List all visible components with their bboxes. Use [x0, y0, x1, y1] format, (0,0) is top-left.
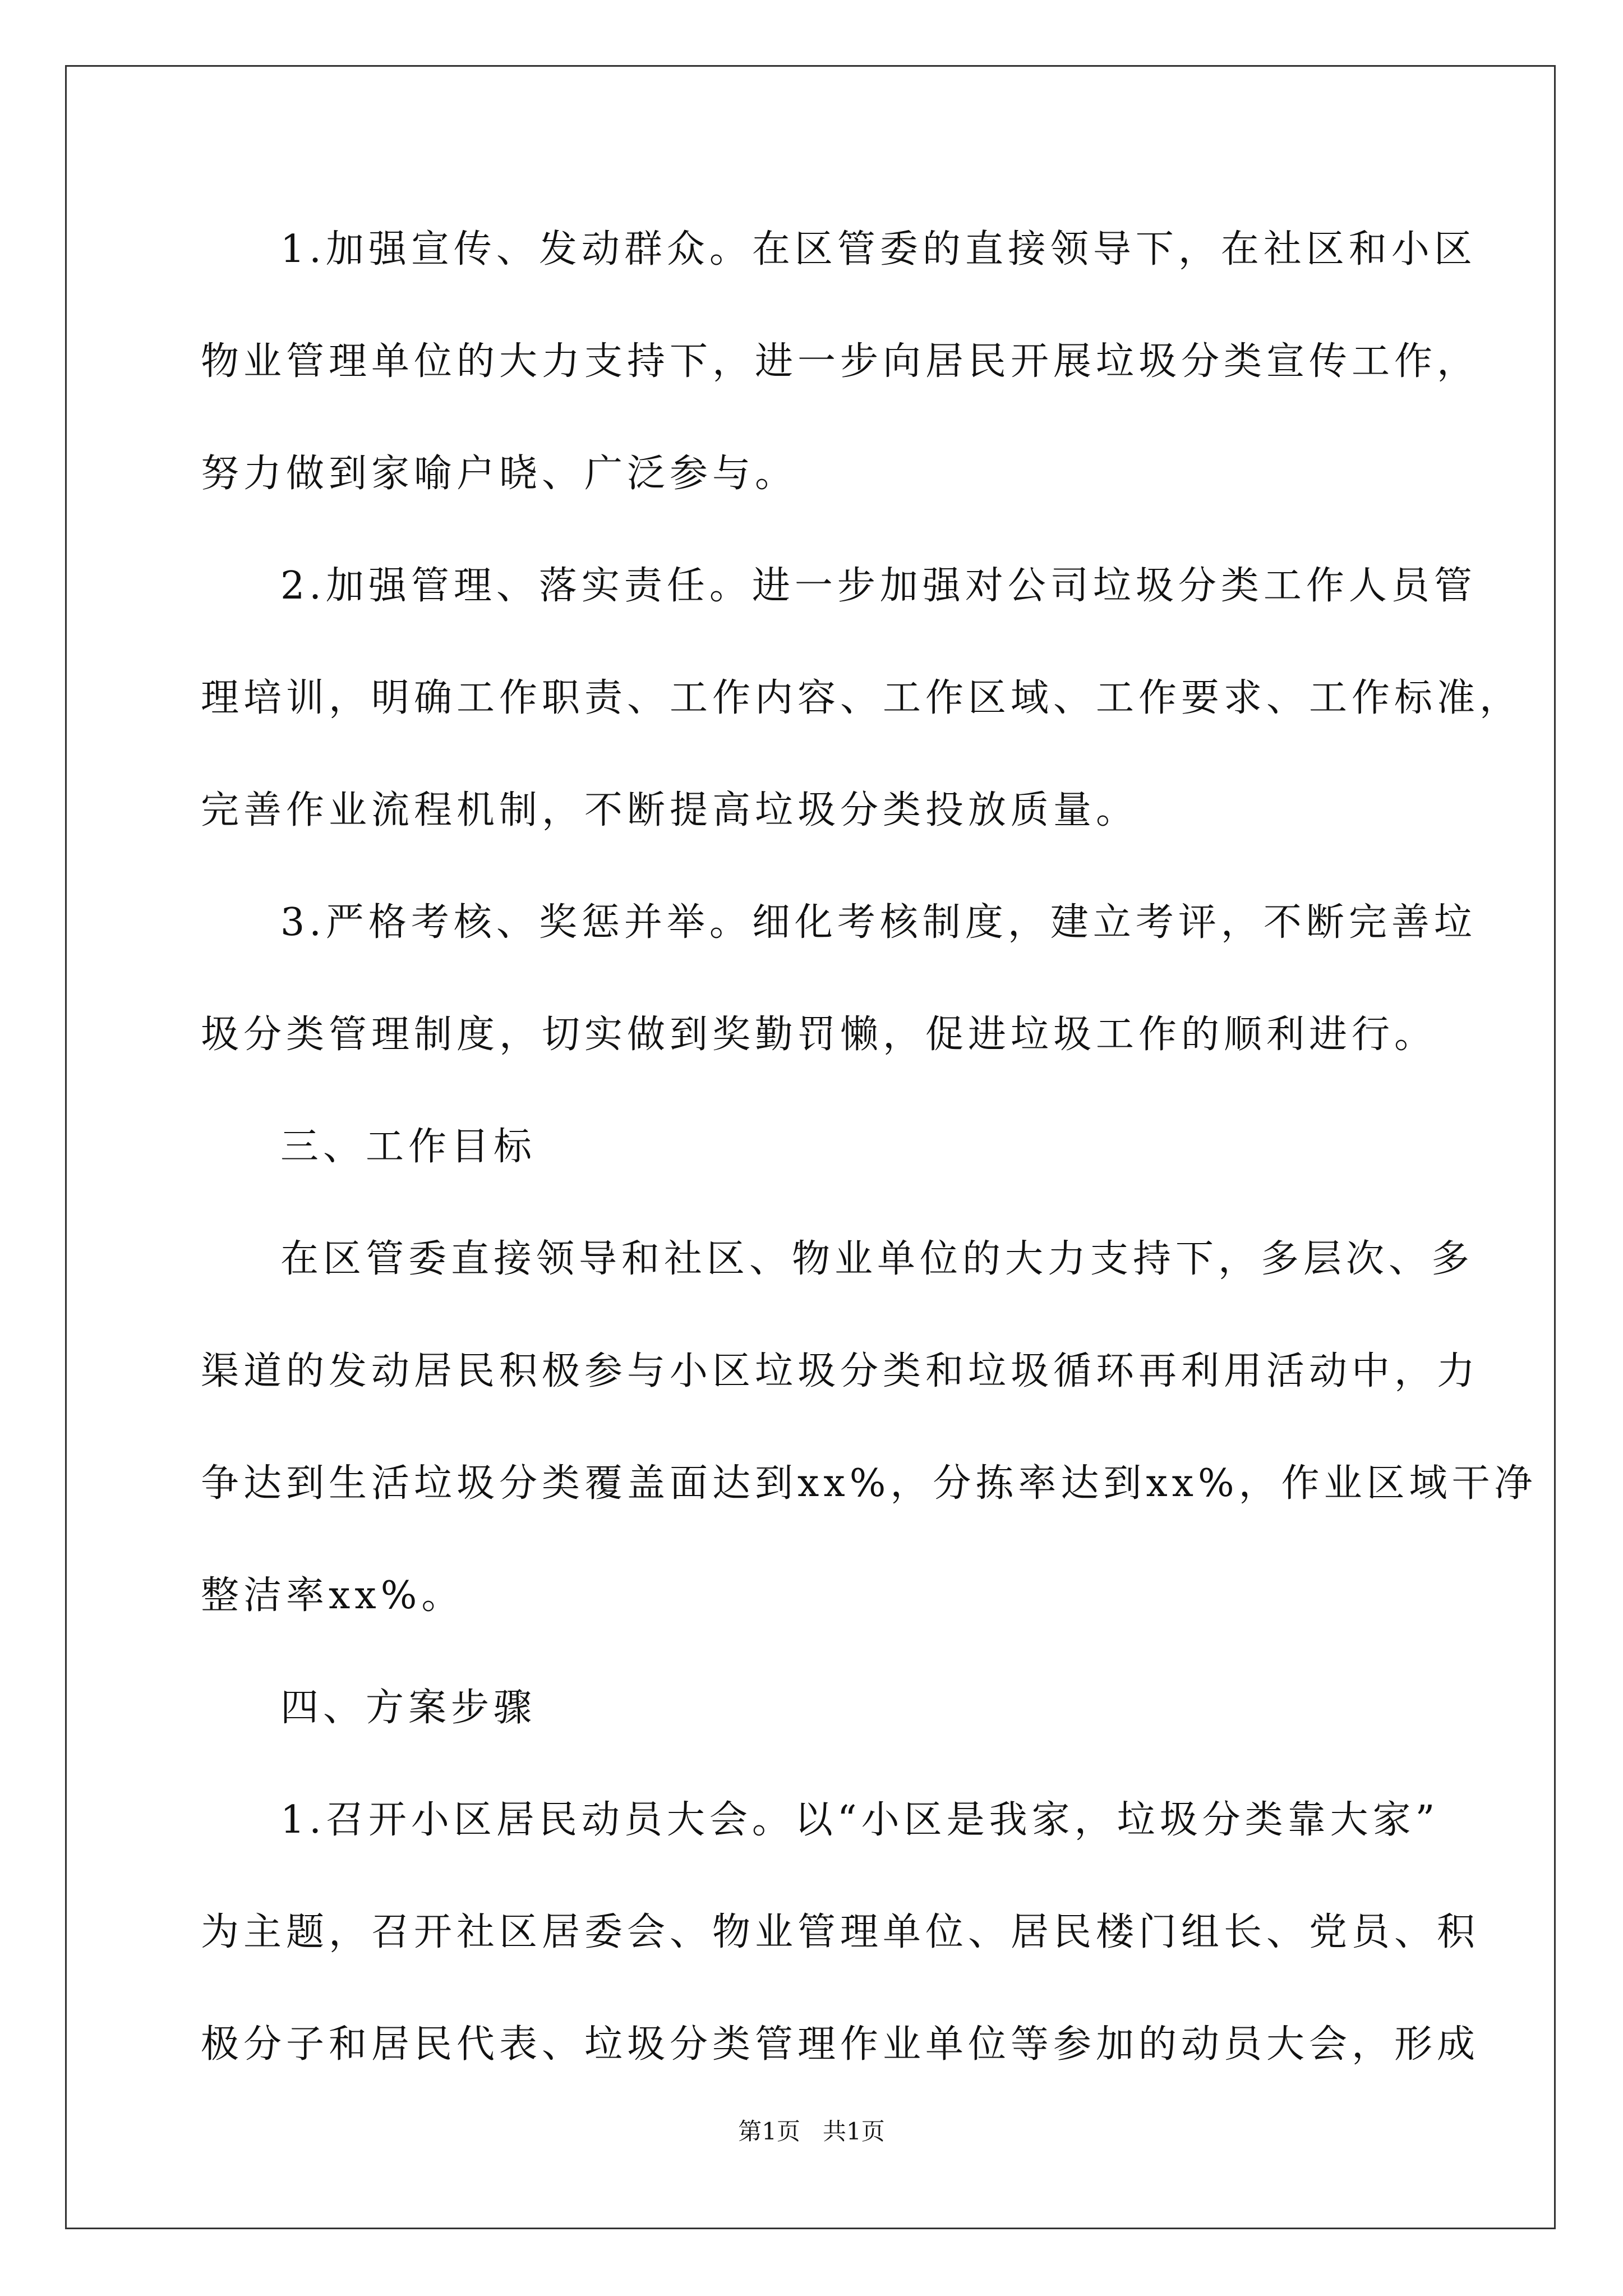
paragraph-line: 3.严格考核、奖惩并举。细化考核制度，建立考评，不断完善垃 [280, 900, 1477, 945]
paragraph-line: 1.加强宣传、发动群众。在区管委的直接领导下，在社区和小区 [280, 227, 1477, 272]
paragraph-line: 渠道的发动居民积极参与小区垃圾分类和垃圾循环再利用活动中，力 [201, 1349, 1480, 1393]
page-total: 共1页 [823, 2118, 885, 2145]
page-current: 第1页 [738, 2118, 800, 2145]
paragraph-line: 整洁率xx%。 [201, 1573, 464, 1618]
paragraph-line: 1.召开小区居民动员大会。以“小区是我家，垃圾分类靠大家” [280, 1798, 1440, 1842]
paragraph-line: 完善作业流程机制，不断提高垃圾分类投放质量。 [201, 788, 1139, 832]
paragraph-line: 为主题，召开社区居委会、物业管理单位、居民楼门组长、党员、积 [201, 1910, 1480, 1954]
paragraph-line: 在区管委直接领导和社区、物业单位的大力支持下，多层次、多 [280, 1237, 1474, 1281]
paragraph-line: 争达到生活垃圾分类覆盖面达到xx%，分拣率达到xx%，作业区域干净 [201, 1461, 1537, 1506]
paragraph-line: 极分子和居民代表、垃圾分类管理作业单位等参加的动员大会，形成 [201, 2022, 1480, 2067]
paragraph-line: 圾分类管理制度，切实做到奖勤罚懒，促进垃圾工作的顺利进行。 [201, 1013, 1437, 1057]
section-heading: 四、方案步骤 [280, 1686, 537, 1730]
paragraph-line: 物业管理单位的大力支持下，进一步向居民开展垃圾分类宣传工作， [201, 339, 1480, 384]
paragraph-line: 努力做到家喻户晓、广泛参与。 [201, 452, 798, 496]
page-footer [0, 2115, 1623, 2148]
section-heading: 三、工作目标 [280, 1125, 537, 1169]
paragraph-line: 2.加强管理、落实责任。进一步加强对公司垃圾分类工作人员管 [280, 564, 1477, 608]
paragraph-line: 理培训，明确工作职责、工作内容、工作区域、工作要求、工作标准， [201, 676, 1523, 720]
